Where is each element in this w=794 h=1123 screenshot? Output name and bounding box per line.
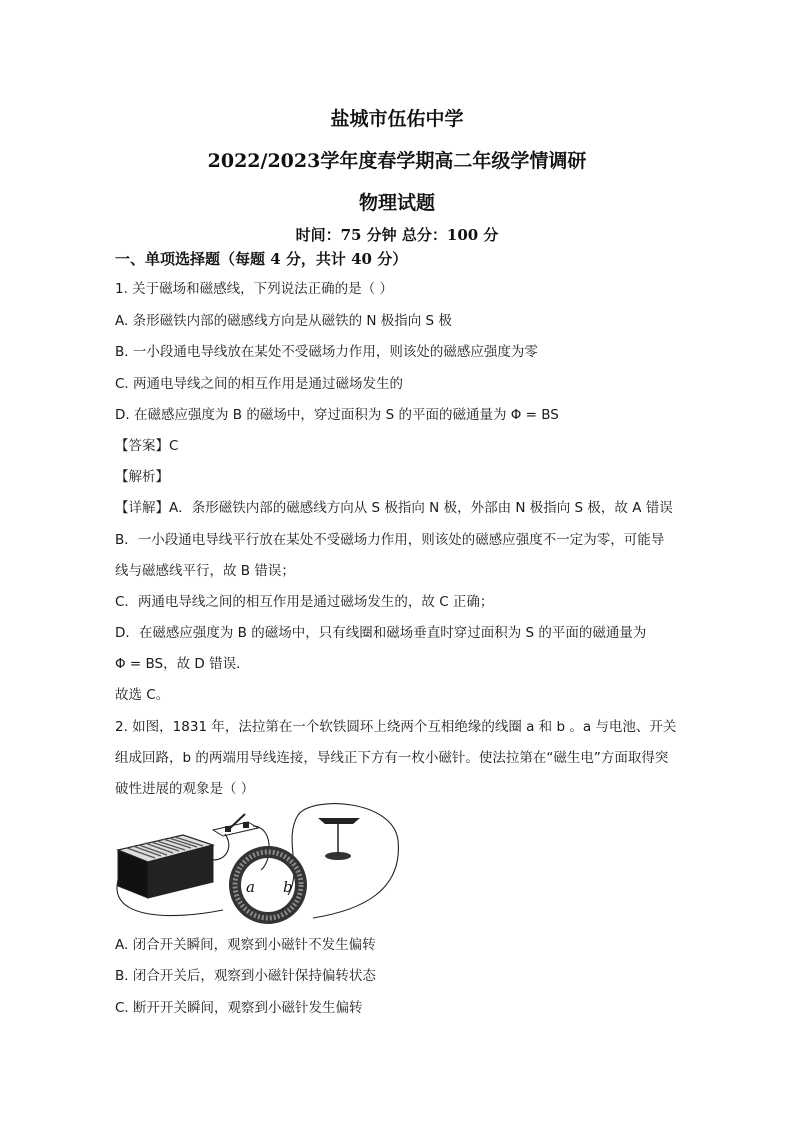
question-1-stem: 1. 关于磁场和磁感线，下列说法正确的是（ ） bbox=[115, 281, 393, 297]
switch-icon bbox=[213, 814, 258, 836]
q2-option-c: C. 断开开关瞬间，观察到小磁针发生偏转 bbox=[115, 1000, 363, 1016]
q1-answer: 【答案】C bbox=[115, 438, 179, 454]
q1-detail-line: Φ = BS，故 D 错误． bbox=[115, 656, 250, 672]
q1-detail-line: C．两通电导线之间的相互作用是通过磁场发生的，故 C 正确； bbox=[115, 594, 494, 610]
q1-option-c: C. 两通电导线之间的相互作用是通过磁场发生的 bbox=[115, 376, 404, 392]
exam-title: 2022/2023学年度春学期高二年级学情调研 bbox=[207, 150, 587, 172]
q1-analysis-label: 【解析】 bbox=[115, 469, 169, 485]
q1-option-b: B. 一小段通电导线放在某处不受磁场力作用，则该处的磁感应强度为零 bbox=[115, 344, 538, 360]
coil-b-label: b bbox=[283, 878, 293, 896]
battery-icon bbox=[118, 835, 213, 898]
time-info: 时间：75 分钟 总分：100 分 bbox=[295, 226, 499, 244]
q1-detail-line: 【详解】A．条形磁铁内部的磁感线方向从 S 极指向 N 极，外部由 N 极指向 S 极，故 A 错误 bbox=[115, 500, 673, 516]
q1-option-a: A. 条形磁铁内部的磁感线方向是从磁铁的 N 极指向 S 极 bbox=[115, 313, 452, 329]
q2-option-b: B. 闭合开关后，观察到小磁针保持偏转状态 bbox=[115, 968, 376, 984]
q2-option-a: A. 闭合开关瞬间，观察到小磁针不发生偏转 bbox=[115, 937, 376, 953]
question-2-stem-line: 组成回路，b 的两端用导线连接，导线正下方有一枚小磁针。使法拉第在“磁生电”方面取得突 bbox=[115, 750, 669, 766]
compass-needle-icon bbox=[318, 818, 360, 860]
subject-title: 物理试题 bbox=[358, 192, 435, 214]
question-2-stem-line: 2. 如图，1831 年，法拉第在一个软铁圆环上绕两个互相绝缘的线圈 a 和 b 。a 与电池、开关 bbox=[115, 719, 677, 735]
section-title: 一、单项选择题（每题 4 分，共计 40 分） bbox=[115, 250, 408, 268]
q1-detail-line: 故选 C。 bbox=[115, 687, 170, 703]
q1-detail-line: B．一小段通电导线平行放在某处不受磁场力作用，则该处的磁感应强度不一定为零，可能导 bbox=[115, 532, 665, 548]
question-2-stem-line: 破性进展的观象是（ ） bbox=[115, 781, 255, 797]
q1-detail-line: D．在磁感应强度为 B 的磁场中，只有线圈和磁场垂直时穿过面积为 S 的平面的磁通量为 bbox=[115, 625, 647, 641]
q1-detail-line: 线与磁感线平行，故 B 错误； bbox=[115, 563, 295, 579]
school-name: 盐城市伍佑中学 bbox=[330, 108, 464, 130]
coil-a-label: a bbox=[246, 878, 255, 896]
faraday-ring-figure bbox=[113, 800, 403, 925]
q1-option-d: D. 在磁感应强度为 B 的磁场中，穿过面积为 S 的平面的磁通量为 Φ = BS bbox=[115, 407, 559, 423]
